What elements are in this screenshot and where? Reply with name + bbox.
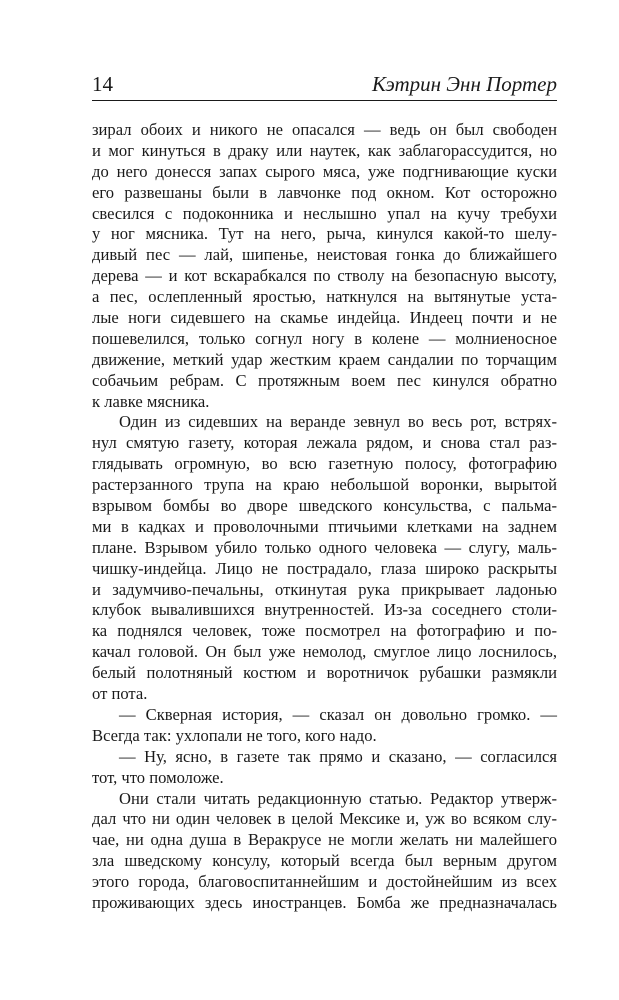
text-line: дивый пес — лай, шипенье, неистовая гонка до ближайшего xyxy=(92,245,557,265)
text-line: тот, что помоложе. xyxy=(92,767,224,787)
text-line: ми в кадках и проволочными птичьими клетками на заднем xyxy=(92,516,557,536)
text-line: этого города, благовоспитаннейшим и достойнейшим из всех xyxy=(92,872,557,892)
text-line: зла шведскому консулу, который всегда был верным другом xyxy=(92,851,557,871)
text-line: ка поднялся человек, тоже посмотрел на фотографию и по- xyxy=(92,621,557,641)
text-line: и мог кинуться в драку или наутек, как заблагорассудится, но xyxy=(92,140,557,160)
text-line: Один из сидевших на веранде зевнул во весь рот, встрях- xyxy=(119,412,557,432)
text-line: у ног мясника. Тут на него, рыча, кинулся какой-то шелу- xyxy=(92,224,557,244)
text-line: его развешаны были в лавчонке под окном. Кот осторожно xyxy=(92,182,557,202)
text-line: к лавке мясника. xyxy=(92,391,210,411)
text-line: дал что ни один человек в целой Мексике и, уж во всяком слу- xyxy=(92,809,557,829)
text-line: взрывом бомбы во дворе шведского консульства, с пальма- xyxy=(92,496,557,516)
text-line: лые ноги сидевшего на скамье индейца. Индеец почти и не xyxy=(92,308,557,328)
text-line: качал головой. Он был уже немолод, смуглое лицо лоснилось, xyxy=(92,642,557,662)
text-line: — Скверная история, — сказал он довольно громко. — xyxy=(119,704,557,724)
body-text xyxy=(92,120,557,914)
text-line: от пота. xyxy=(92,684,148,704)
text-line: Они стали читать редакционную статью. Редактор утверж- xyxy=(119,788,557,808)
text-line: движение, меткий удар жестким краем сандалии по торчащим xyxy=(92,349,557,369)
text-line: собачьим ребрам. С протяжным воем пес кинулся обратно xyxy=(92,370,557,390)
text-line: зирал обоих и никого не опасался — ведь он был свободен xyxy=(92,120,557,139)
text-line: белый полотняный костюм и воротничок рубашки размякли xyxy=(92,663,557,683)
text-line: клубок вывалившихся внутренностей. Из-за соседнего столи- xyxy=(92,600,557,620)
text-line: свесился с подоконника и неслышно упал на кучу требухи xyxy=(92,203,557,223)
text-line: дерева — и кот вскарабкался по стволу на безопасную высоту, xyxy=(92,266,557,286)
header-rule xyxy=(92,100,557,101)
page-number: 14 xyxy=(92,72,113,96)
running-head xyxy=(92,70,557,98)
text-line: — Ну, ясно, в газете так прямо и сказано, — согласился xyxy=(119,746,557,766)
text-line: пошевелился, только согнул ногу в колене — молниеносное xyxy=(92,328,557,348)
text-line: растерзанного трупа на краю небольшой воронки, вырытой xyxy=(92,475,557,495)
text-line: до него донесся запах сырого мяса, уже подгнивающие куски xyxy=(92,161,557,181)
text-line: Всегда так: ухлопали не того, кого надо. xyxy=(92,725,377,745)
text-line: чае, ни одна душа в Веракрусе не могли желать ни малейшего xyxy=(92,830,557,850)
text-line: нул смятую газету, которая лежала рядом, и снова стал раз- xyxy=(92,433,557,453)
author-name: Кэтрин Энн Портер xyxy=(372,72,557,96)
text-line: чишку-индейца. Лицо не пострадало, глаза широко раскрыты xyxy=(92,558,557,578)
text-line: а пес, ослепленный яростью, наткнулся на вытянутые уста- xyxy=(92,287,557,307)
text-line: глядывать огромную, во всю газетную полосу, фотографию xyxy=(92,454,557,474)
text-line: проживающих здесь иностранцев. Бомба же предназначалась xyxy=(92,892,557,912)
text-line: и задумчиво-печальны, откинутая рука прикрывает ладонью xyxy=(92,579,557,599)
text-line: плане. Взрывом убило только одного человека — слугу, маль- xyxy=(92,537,557,557)
